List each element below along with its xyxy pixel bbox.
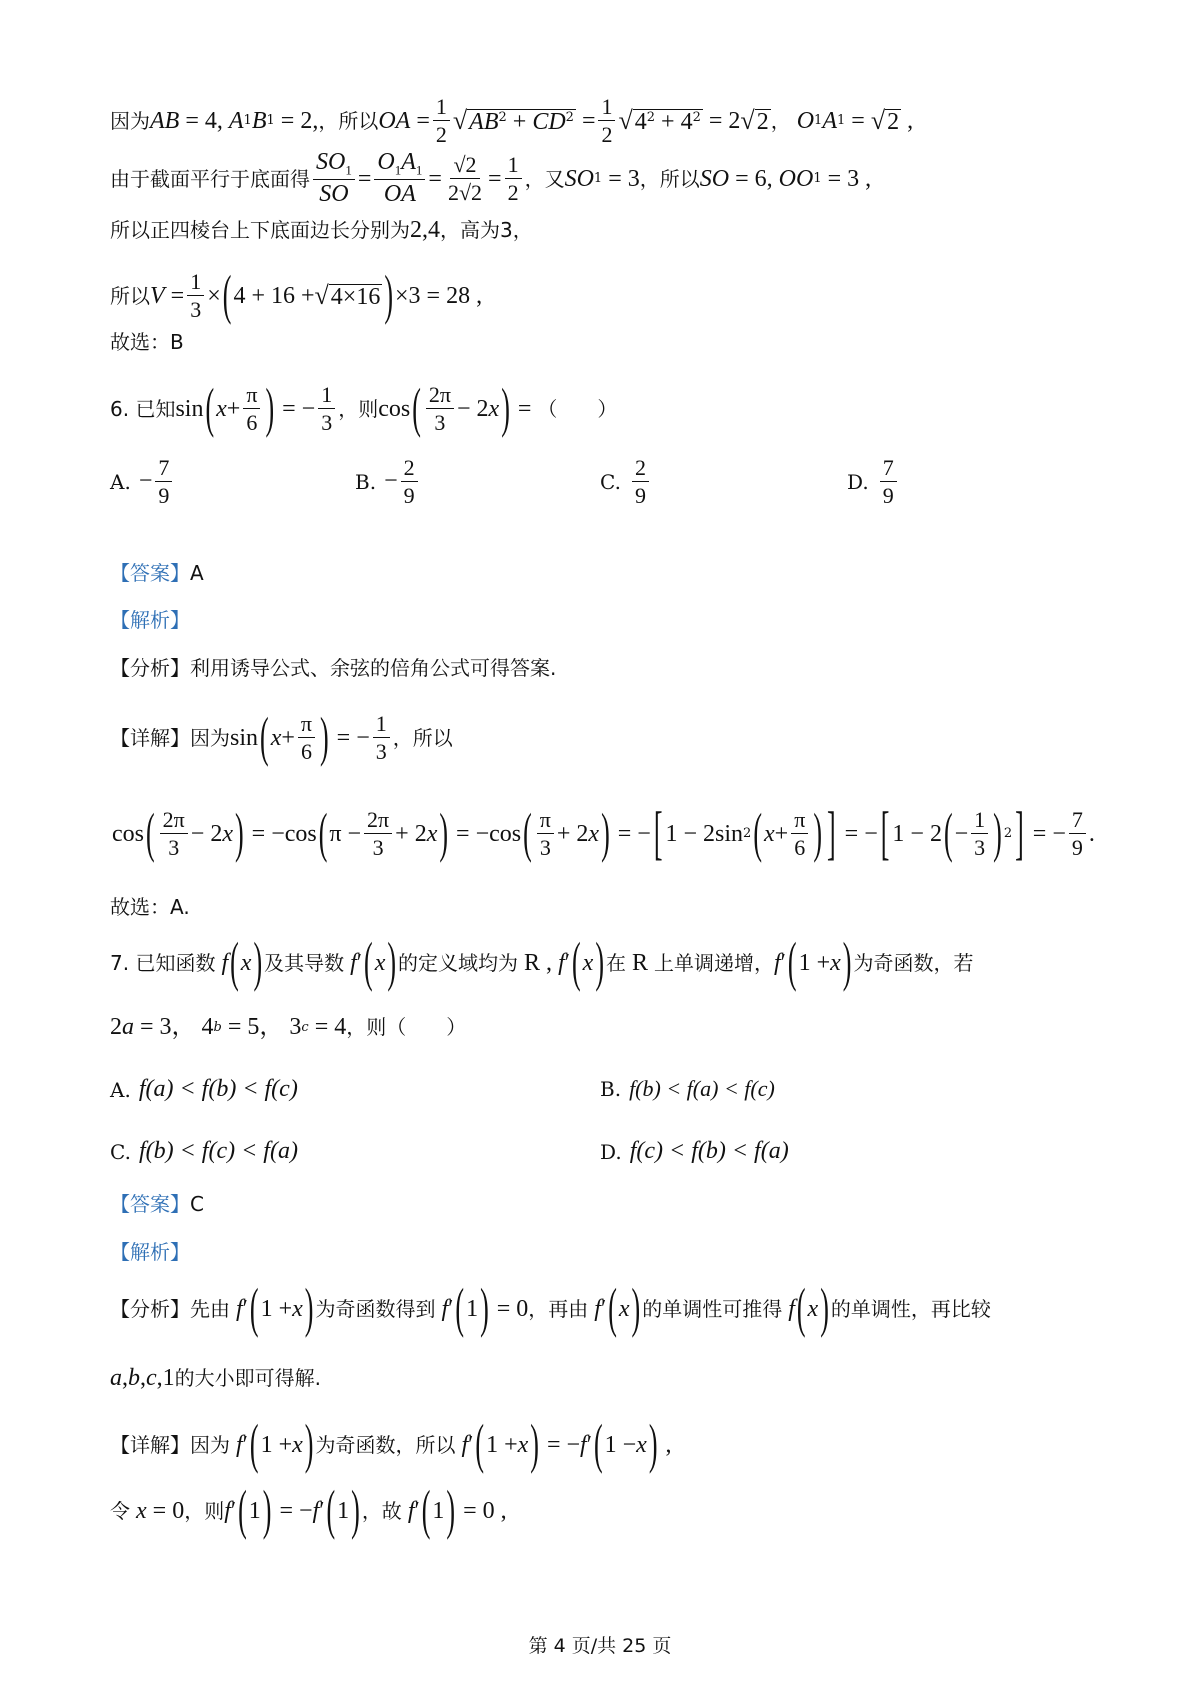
text-height: ，高为3， <box>440 218 533 242</box>
text-so2: ，所以 <box>639 166 700 191</box>
text-domain: 的定义域均为 <box>398 951 519 975</box>
q7-option-a[interactable] <box>110 1076 298 1103</box>
option-letter: A. <box>110 1077 131 1102</box>
page-footer: 第 4 页/共 25 页 <box>528 1635 672 1657</box>
answer-tag: 【答案】 <box>110 1192 190 1216</box>
option-letter: D. <box>847 469 869 494</box>
text-on: 在 <box>605 951 626 975</box>
fenxi-text: 利用诱导公式、余弦的倍角公式可得答案. <box>190 656 557 680</box>
q6-option-a[interactable] <box>110 456 175 507</box>
q6-derivation: cos ( $\frac{2\pi}{3}$ − 2 x ) = −cos ( π − $\frac{2\pi}{3}$ + 2 x ) = −cos ( $\frac{\pi}{3}$ + 2 x ) = − [ 1 − 2sin 2 ( x + $\frac{\pi}{6}$ ) ] = − [ 1 − 2 ( − $\frac{1}{3}$ ) 2 ] = − $\frac{7}{9}$ . <box>112 799 1095 866</box>
text-increasing: 上单调递增， <box>654 951 774 975</box>
option-letter: C. <box>600 469 621 494</box>
blank-paren: （ ） <box>537 396 618 421</box>
analysis-tag: 【解析】 <box>110 608 190 632</box>
option-expr: f(c) < f(b) < f(a) <box>629 1138 789 1164</box>
text-then2: ，则（ ） <box>346 1015 467 1039</box>
option-letter: B. <box>355 469 377 494</box>
answer-value: C <box>190 1192 204 1216</box>
q6-fenxi <box>110 658 556 678</box>
option-den: 9 <box>882 483 894 509</box>
option-den: 9 <box>634 483 646 509</box>
solution5-line1: 因为 AB = 4, A 1 B 1 = 2, ，所以 OA = $\frac{1}{2}$ √ $AB^2 + CD^2$ = $\frac{1}{2}$ √ $4^2 + 4^2$ = 2 √ 2 ， O 1 A 1 = √ 2 , <box>110 94 914 148</box>
option-sign: − <box>384 468 398 495</box>
option-den: 9 <box>403 483 415 509</box>
answer-value: A <box>190 561 204 585</box>
text-monotonic: 的单调性可推得 <box>642 1297 783 1321</box>
q7-detail-line2: 令 x = 0 ，则 f ′ ( 1 ) = − f ′ ( 1 ) ，故 f ′ ( 1 ) = 0 , <box>110 1479 507 1541</box>
q6-answer <box>110 563 204 583</box>
text-first: 先由 <box>190 1297 230 1321</box>
solution5-line2: 由于截面平行于底面得 $\frac{SO_1}{SO}$ = $\frac{O_1A_1}{OA}$ = $\frac{√2}{2√2}$ = $\frac{1}{2}$ ，又 SO 1 = 3 ，所以 SO = 6, OO 1 = 3 , <box>110 149 872 208</box>
option-letter: D. <box>600 1139 622 1164</box>
text-because: 因为 <box>110 108 150 133</box>
q7-number: 7. 已知函数 <box>110 951 216 975</box>
q6-analysis <box>110 610 190 630</box>
solution5-line3 <box>110 218 533 242</box>
text-because2: 因为 <box>190 725 230 750</box>
option-num: 2 <box>632 456 649 482</box>
text-let: 令 <box>110 1499 130 1523</box>
q7-option-d[interactable] <box>600 1138 789 1165</box>
q7-stem-line2: 2 a = 3， 4 b = 5， 3 c = 4 ，则（ ） <box>110 1014 467 1040</box>
text-because3: 因为 <box>190 1433 230 1457</box>
q6-detail: 【详解】 因为 sin ( x + $\frac{\pi}{6}$ ) = − $\frac{1}{3}$ ，所以 <box>110 706 453 767</box>
text-hence: ，故 <box>361 1499 402 1523</box>
text-odd-so: 为奇函数，所以 <box>315 1433 456 1457</box>
text-so3: 所以 <box>110 283 150 308</box>
q6-option-c[interactable] <box>600 456 652 507</box>
text-parallel: 由于截面平行于底面得 <box>110 166 310 191</box>
option-sign: − <box>138 468 153 495</box>
text-odd: 为奇函数，若 <box>853 951 974 975</box>
text-again: ，再由 <box>528 1297 589 1321</box>
solution5-line4: 所以 V = $\frac{1}{3}$ × ( 4 + 16 + √ 4×16 ) ×3 = 28 , <box>110 264 483 325</box>
detail-tag: 【详解】 <box>110 725 190 750</box>
option-letter: A. <box>110 469 131 494</box>
choice-q5-text: 故选：B <box>110 330 184 354</box>
option-letter: C. <box>110 1139 131 1164</box>
text-also: ，又 <box>524 166 565 191</box>
fenxi-tag: 【分析】 <box>110 1297 190 1321</box>
text-compare: 的单调性，再比较 <box>830 1297 991 1321</box>
choice-q5 <box>110 332 184 352</box>
q6-option-d[interactable] <box>847 456 900 507</box>
choice-q6 <box>110 897 190 917</box>
text-so4: ，所以 <box>392 725 453 750</box>
q7-fenxi-line1: 【分析】 先由 f ′ ( 1 + x ) 为奇函数得到 f ′ ( 1 ) = 0 ，再由 f ′ ( x ) 的单调性可推得 f ( x ) 的单调性，再比较 <box>110 1277 991 1339</box>
option-expr: f(b) < f(a) < f(c) <box>629 1076 775 1101</box>
q7-option-c[interactable] <box>110 1138 298 1165</box>
text-get: 为奇函数得到 <box>315 1297 436 1321</box>
q7-option-b[interactable] <box>600 1076 775 1102</box>
text-then: ，则 <box>338 396 379 421</box>
text-derivative: 及其导数 <box>264 951 345 975</box>
detail-tag: 【详解】 <box>110 1433 190 1457</box>
option-expr: f(b) < f(c) < f(a) <box>138 1138 298 1164</box>
q7-fenxi-line2: a , b , c ,1 的大小即可得解. <box>110 1365 322 1391</box>
option-num: 7 <box>155 456 172 482</box>
q6-number: 6. 已知 <box>110 396 176 421</box>
option-expr: f(a) < f(b) < f(c) <box>138 1076 298 1102</box>
q7-stem-line1: 7. 已知函数 f ( x ) 及其导数 f ′ ( x ) 的定义域均为 R , f ′ ( x ) 在 R 上单调递增， f ′ ( 1 + x ) 为奇函数，若 <box>110 931 974 993</box>
text-size: 的大小即可得解. <box>174 1366 322 1390</box>
q7-detail-line1: 【详解】 因为 f ′ ( 1 + x ) 为奇函数，所以 f ′ ( 1 + x ) = − f ′ ( 1 − x ) , <box>110 1413 672 1475</box>
sides-value: 2,4 <box>410 217 440 243</box>
q7-analysis <box>110 1242 190 1262</box>
option-den: 9 <box>158 483 170 509</box>
text-sides: 所以正四棱台上下底面边长分别为 <box>110 218 410 242</box>
option-num: 7 <box>880 456 897 482</box>
analysis-tag: 【解析】 <box>110 1240 190 1264</box>
comma: ， <box>770 108 791 133</box>
q6-stem: 6. 已知 sin ( x + $\frac{\pi}{6}$ ) = − $\frac{1}{3}$ ，则 cos ( $\frac{2\pi}{3}$ − 2 x ) = （ ） <box>110 377 618 438</box>
choice-q6-text: 故选：A. <box>110 895 190 919</box>
q7-answer <box>110 1194 204 1214</box>
option-letter: B. <box>600 1077 622 1101</box>
text-so: ，所以 <box>318 108 379 133</box>
text-then3: ，则 <box>184 1499 225 1523</box>
option-num: 2 <box>401 456 418 482</box>
fenxi-tag: 【分析】 <box>110 656 190 680</box>
answer-tag: 【答案】 <box>110 561 190 585</box>
q6-option-b[interactable] <box>355 456 421 507</box>
